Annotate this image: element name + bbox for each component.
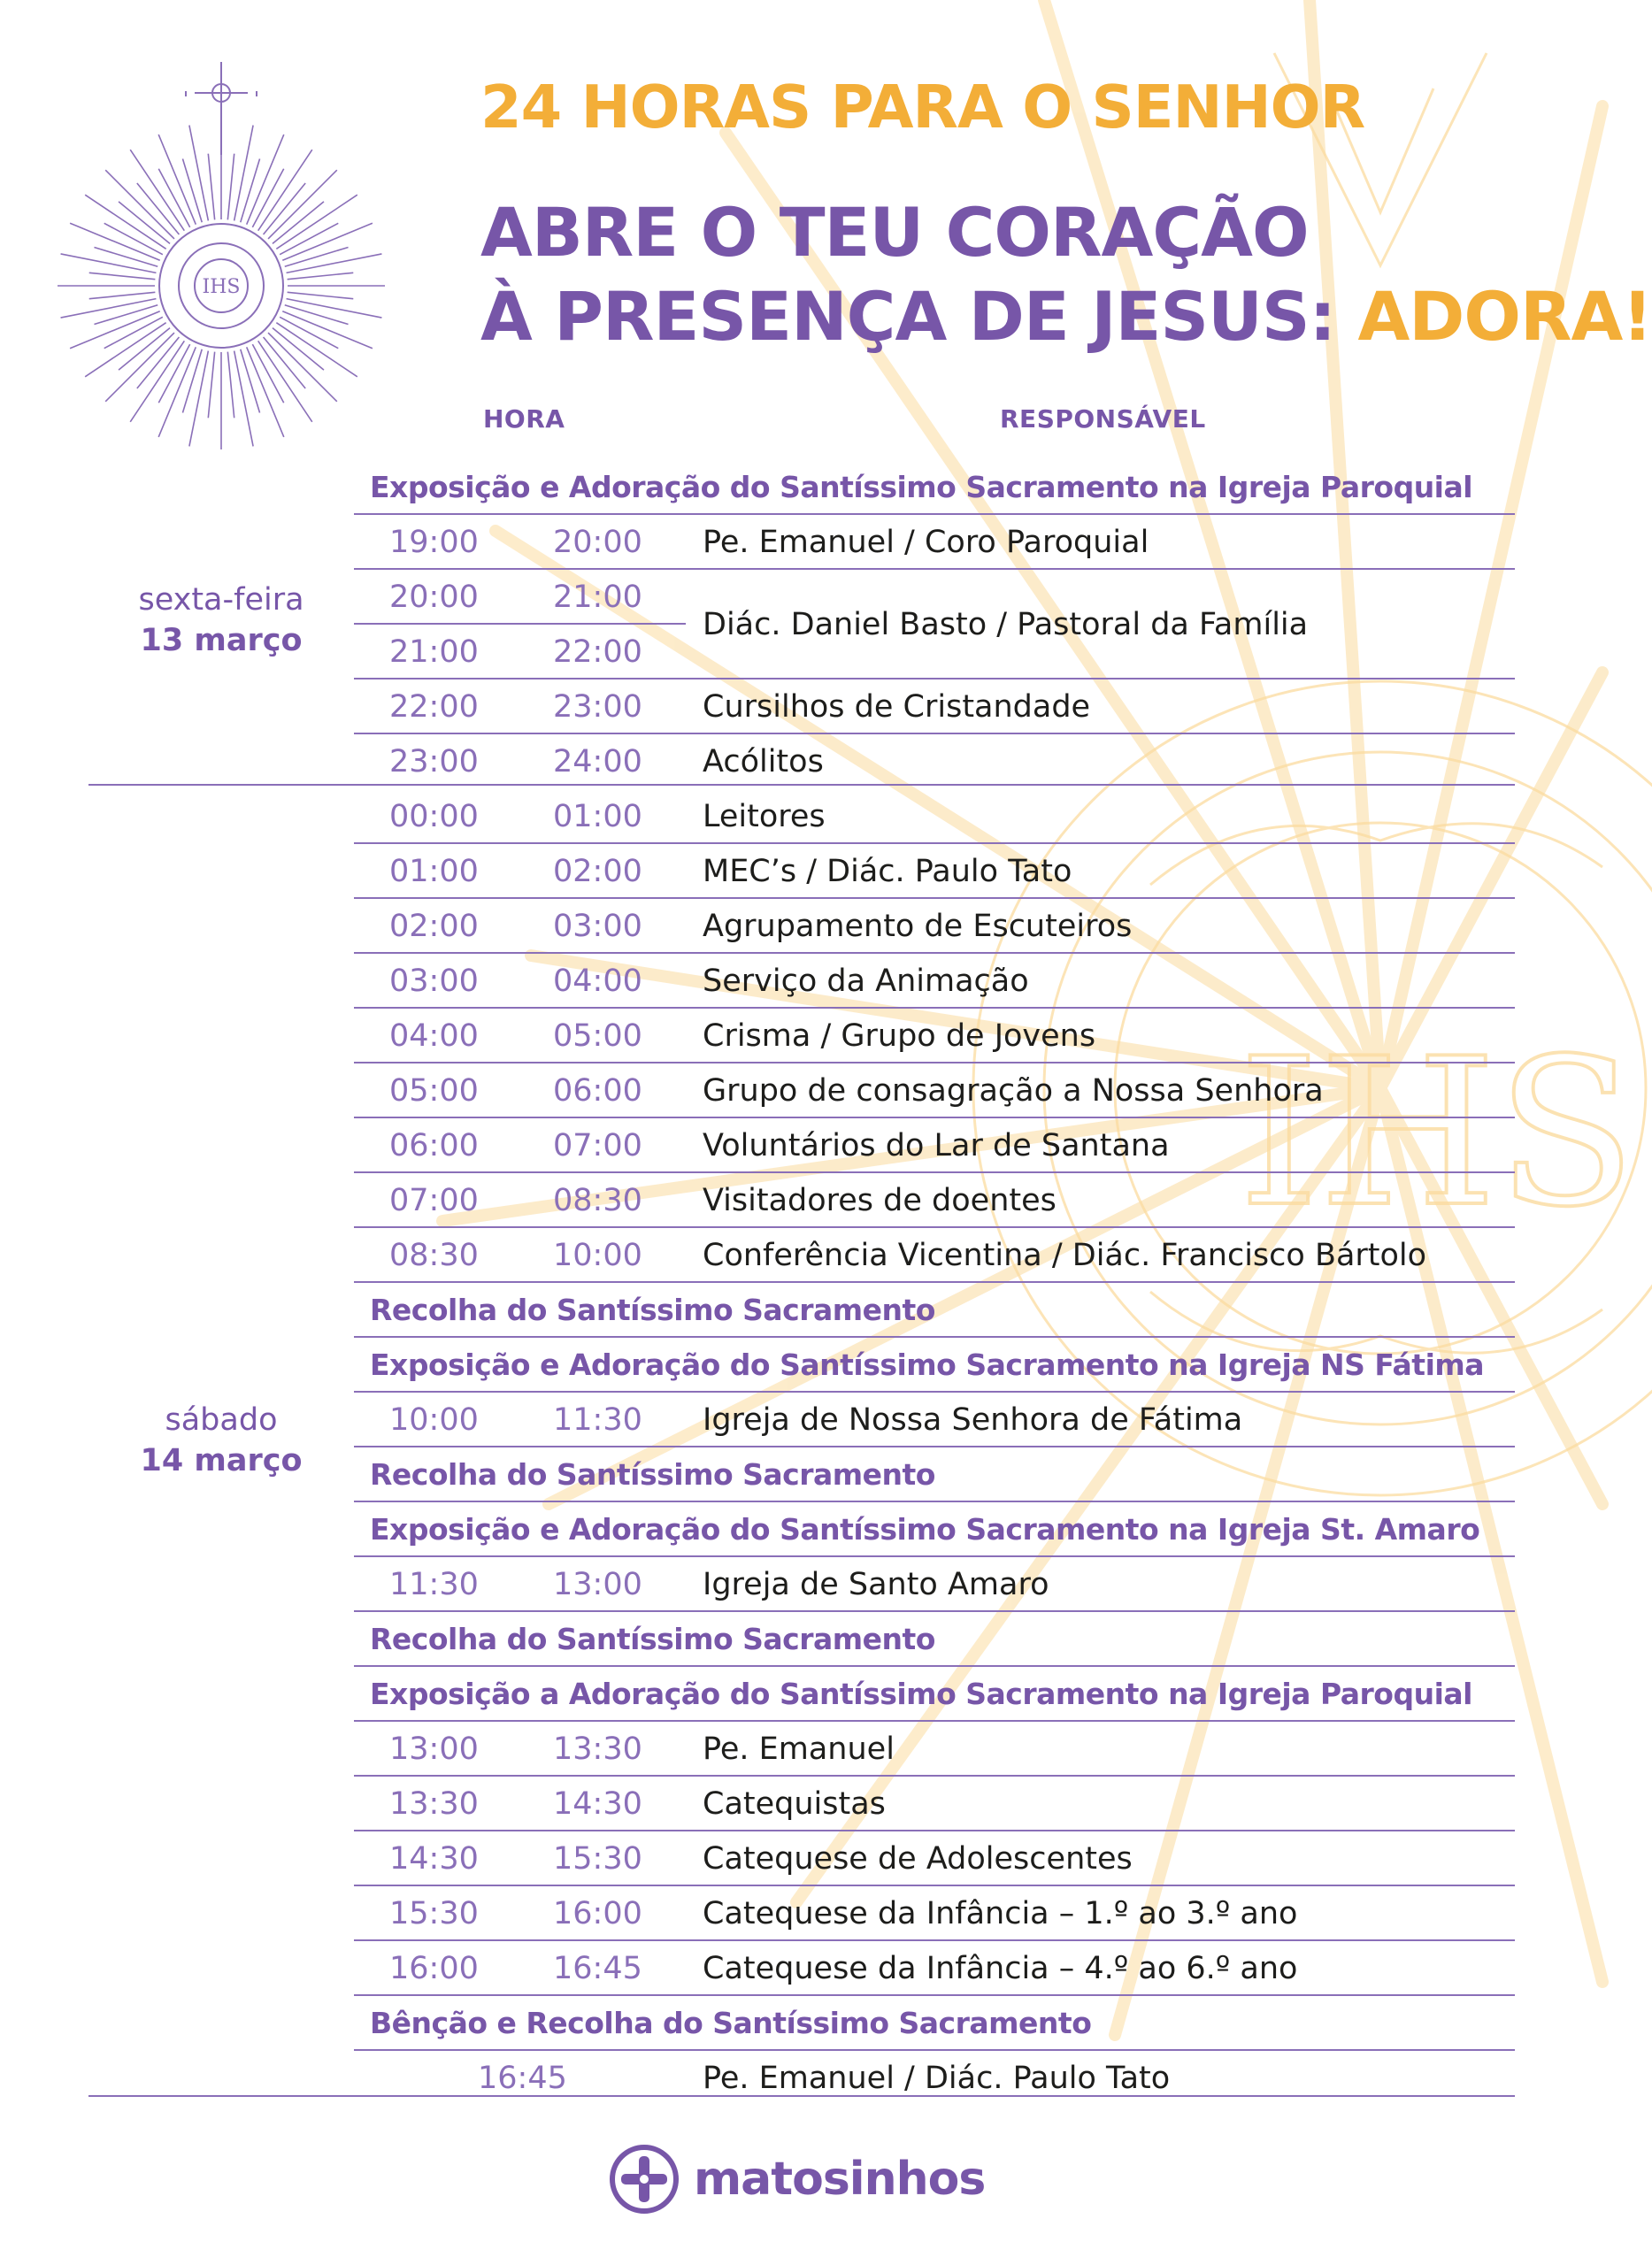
responsible: Pe. Emanuel / Coro Paroquial — [703, 525, 1149, 560]
responsible: Igreja de Santo Amaro — [703, 1567, 1049, 1602]
end-time: 13:00 — [553, 1567, 642, 1602]
end-time: 14:30 — [553, 1786, 642, 1822]
schedule-row — [354, 1393, 1515, 1447]
headline-line-1: ABRE O TEU CORAÇÃO — [480, 193, 1309, 272]
schedule-row — [354, 1722, 1515, 1777]
end-time: 23:00 — [553, 689, 642, 725]
section-heading: Exposição e Adoração do Santíssimo Sacramento na Igreja St. Amaro — [354, 1502, 1515, 1557]
monstrance-ray — [208, 154, 214, 220]
responsible: Conferência Vicentina / Diác. Francisco Bártolo — [703, 1238, 1427, 1273]
end-time: 08:30 — [553, 1183, 642, 1218]
schedule-row — [354, 515, 1515, 570]
schedule-row — [354, 2051, 1515, 2106]
svg-text:IHS: IHS — [1239, 1016, 1636, 1252]
schedule-row — [354, 1886, 1515, 1941]
headline-line-2 — [480, 277, 1652, 356]
monstrance-ray — [234, 351, 253, 447]
start-time: 08:30 — [389, 1238, 479, 1273]
day-name: sexta-feira — [138, 582, 304, 618]
end-time: 13:30 — [553, 1731, 642, 1767]
monstrance-ray — [61, 254, 157, 273]
responsible: Diác. Daniel Basto / Pastoral da Família — [703, 607, 1309, 642]
responsible: Pe. Emanuel / Diác. Paulo Tato — [703, 2061, 1171, 2096]
monstrance-ray — [105, 170, 174, 239]
start-time: 00:00 — [389, 799, 479, 834]
start-time: 13:00 — [389, 1731, 479, 1767]
monstrance-ray — [227, 154, 234, 220]
responsible: Agrupamento de Escuteiros — [703, 909, 1133, 944]
monstrance-ray — [182, 349, 202, 413]
monstrance-ray — [182, 158, 202, 222]
section-heading: Recolha do Santíssimo Sacramento — [354, 1447, 1515, 1502]
section-heading: Exposição e Adoração do Santíssimo Sacramento na Igreja Paroquial — [354, 460, 1515, 515]
start-time: 14:30 — [389, 1841, 479, 1877]
schedule-row — [354, 1063, 1515, 1118]
schedule-row — [354, 1009, 1515, 1063]
end-time: 07:00 — [553, 1128, 642, 1163]
start-time: 11:30 — [389, 1567, 479, 1602]
monstrance-ray — [227, 352, 234, 418]
column-header-hora: HORA — [483, 404, 565, 434]
responsible: Igreja de Nossa Senhora de Fátima — [703, 1402, 1243, 1438]
monstrance-ray — [268, 333, 337, 402]
monstrance-ray — [61, 299, 157, 318]
headline-highlight: ADORA! — [1357, 277, 1652, 356]
end-time: 22:00 — [553, 634, 642, 670]
start-time: 03:00 — [389, 964, 479, 999]
responsible: Serviço da Animação — [703, 964, 1029, 999]
headline-prefix: À PRESENÇA DE JESUS: — [480, 277, 1335, 356]
monstrance-ray — [89, 292, 156, 298]
monstrance-ray — [89, 273, 156, 279]
start-time: 16:00 — [389, 1951, 479, 1986]
section-heading: Recolha do Santíssimo Sacramento — [354, 1283, 1515, 1338]
end-time: 11:30 — [553, 1402, 642, 1438]
schedule-row — [354, 1228, 1515, 1283]
start-time: 02:00 — [389, 909, 479, 944]
start-time: 15:30 — [389, 1896, 479, 1931]
start-time: 19:00 — [389, 525, 479, 560]
start-time: 04:00 — [389, 1018, 479, 1054]
schedule-table — [354, 460, 1515, 2106]
end-time: 05:00 — [553, 1018, 642, 1054]
end-time: 03:00 — [553, 909, 642, 944]
monstrance-ray — [234, 126, 253, 221]
start-time: 06:00 — [389, 1128, 479, 1163]
schedule-row — [354, 734, 1515, 789]
monstrance-ray — [288, 273, 354, 279]
monstrance-ray — [189, 126, 208, 221]
monstrance-ray — [208, 352, 214, 418]
responsible: Catequistas — [703, 1786, 886, 1822]
responsible: Acólitos — [703, 744, 824, 779]
footer-logo — [607, 2139, 985, 2219]
responsible: Pe. Emanuel — [703, 1731, 895, 1767]
schedule-row — [354, 1941, 1515, 1996]
end-time: 15:30 — [553, 1841, 642, 1877]
schedule-row — [354, 1831, 1515, 1886]
start-time: 10:00 — [389, 1402, 479, 1438]
section-heading: Exposição a Adoração do Santíssimo Sacramento na Igreja Paroquial — [354, 1667, 1515, 1722]
start-time: 05:00 — [389, 1073, 479, 1109]
end-time: 02:00 — [553, 854, 642, 889]
start-time: 01:00 — [389, 854, 479, 889]
time: 16:45 — [478, 2061, 567, 2096]
section-heading: Bênção e Recolha do Santíssimo Sacramento — [354, 1996, 1515, 2051]
schedule-row — [354, 680, 1515, 734]
day-date: 14 março — [140, 1443, 303, 1478]
monstrance-ray — [241, 349, 260, 413]
schedule-row — [354, 1173, 1515, 1228]
schedule-row — [354, 899, 1515, 954]
day-label-saturday — [88, 1400, 354, 1481]
monstrance-ray — [285, 305, 349, 325]
end-time: 16:00 — [553, 1896, 642, 1931]
responsible: Grupo de consagração a Nossa Senhora — [703, 1073, 1324, 1109]
schedule-row — [354, 570, 1515, 642]
section-heading: Recolha do Santíssimo Sacramento — [354, 1612, 1515, 1667]
event-title: 24 HORAS PARA O SENHOR — [480, 73, 1365, 142]
schedule-row — [354, 789, 1515, 844]
cross-emblem-icon — [607, 2142, 681, 2216]
end-time: 24:00 — [553, 744, 642, 779]
svg-text:IHS: IHS — [202, 276, 241, 298]
end-time: 04:00 — [553, 964, 642, 999]
responsible: Leitores — [703, 799, 826, 834]
footer-brand: matosinhos — [694, 2153, 986, 2206]
monstrance-ray — [287, 254, 382, 273]
end-time: 21:00 — [553, 580, 642, 615]
schedule-row — [354, 625, 1515, 680]
monstrance-ray — [285, 247, 349, 266]
monstrance-ray — [241, 158, 260, 222]
monstrance-ray — [105, 333, 174, 402]
responsible: Voluntários do Lar de Santana — [703, 1128, 1170, 1163]
monstrance-ray — [268, 170, 337, 239]
monstrance-ray — [287, 299, 382, 318]
responsible: Crisma / Grupo de Jovens — [703, 1018, 1096, 1054]
start-time: 22:00 — [389, 689, 479, 725]
start-time: 13:30 — [389, 1786, 479, 1822]
monstrance-ray — [288, 292, 354, 298]
schedule-row — [354, 954, 1515, 1009]
schedule-row — [354, 1557, 1515, 1612]
monstrance-ray — [189, 351, 208, 447]
responsible: Catequese da Infância – 1.º ao 3.º ano — [703, 1896, 1298, 1931]
responsible: Visitadores de doentes — [703, 1183, 1057, 1218]
start-time: 23:00 — [389, 744, 479, 779]
monstrance-icon — [53, 58, 389, 473]
column-header-responsavel: RESPONSÁVEL — [1000, 404, 1206, 434]
end-time: 16:45 — [553, 1951, 642, 1986]
day-label-friday — [88, 580, 354, 661]
day-date: 13 março — [140, 623, 303, 658]
responsible: Catequese de Adolescentes — [703, 1841, 1133, 1877]
schedule-row — [354, 844, 1515, 899]
schedule-row — [354, 1777, 1515, 1831]
end-time: 06:00 — [553, 1073, 642, 1109]
end-time: 10:00 — [553, 1238, 642, 1273]
monstrance-ray — [94, 247, 158, 266]
responsible: Cursilhos de Cristandade — [703, 689, 1091, 725]
monstrance-ray — [94, 305, 158, 325]
start-time: 07:00 — [389, 1183, 479, 1218]
start-time: 20:00 — [389, 580, 479, 615]
schedule-row — [354, 1118, 1515, 1173]
end-time: 01:00 — [553, 799, 642, 834]
day-name: sábado — [165, 1402, 278, 1438]
start-time: 21:00 — [389, 634, 479, 670]
section-heading: Exposição e Adoração do Santíssimo Sacramento na Igreja NS Fátima — [354, 1338, 1515, 1393]
responsible: MEC’s / Diác. Paulo Tato — [703, 854, 1072, 889]
responsible: Catequese da Infância – 4.º ao 6.º ano — [703, 1951, 1298, 1986]
end-time: 20:00 — [553, 525, 642, 560]
